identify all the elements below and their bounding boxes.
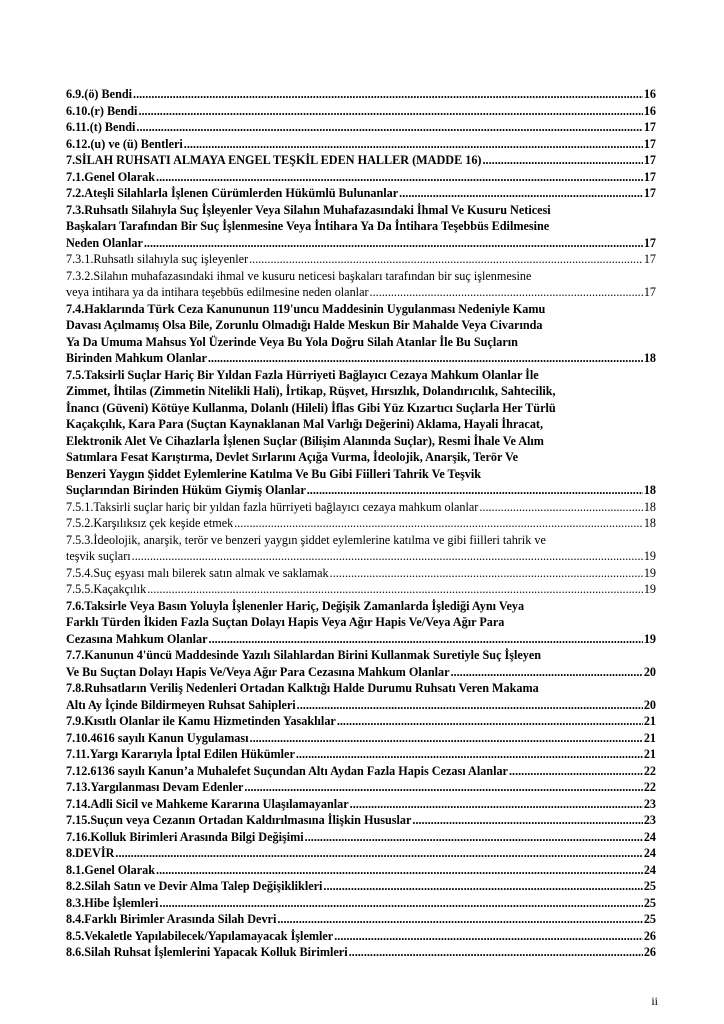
toc-entry-page-number: 18 [643, 499, 656, 514]
toc-entry-text-line: Kaçakçılık, Kara Para (Suçtan Kaynaklanan Mal Varlığı Değerini) Aklama, Hayali İhracat, [66, 417, 544, 431]
toc-entry-title: 7.5.2.Karşılıksız çek keşide etmek [66, 516, 234, 530]
toc-entry-title: Suçlarından Birinden Hüküm Giymiş Olanlar [66, 483, 306, 497]
toc-entry-title: Birinden Mahkum Olanlar [66, 351, 207, 365]
dot-leader [334, 928, 643, 945]
toc-entry[interactable] [66, 680, 656, 713]
toc-entry-page-number: 21 [643, 714, 656, 728]
dot-leader [156, 169, 643, 186]
toc-entry-title: 8.1.Genel Olarak [66, 862, 156, 877]
toc-entry-title: 6.10.(r) Bendi [66, 103, 138, 118]
dot-leader [234, 515, 643, 532]
toc-entry[interactable] [66, 152, 656, 169]
dot-leader [244, 779, 642, 796]
toc-entry-text-line: 7.6.Taksirle Veya Basın Yoluyla İşlenenler Hariç, Değişik Zamanlarda İşlediği Aynı Veya [66, 598, 525, 613]
toc-entry-last-line [66, 796, 656, 813]
toc-entry-text-line: Elektronik Alet Ve Cihazlarla İşlenen Suçlar (Bilişim Alanında Suçlar), Resmi İhale Ve Alım [66, 433, 544, 448]
toc-entry-title: 8.6.Silah Ruhsat İşlemlerini Yapacak Kolluk Birimleri [66, 945, 348, 959]
toc-entry-page-number: 23 [643, 796, 656, 811]
toc-entry-page-number: 24 [643, 846, 656, 860]
toc-entry-title: 7.2.Ateşli Silahlarla İşlenen Cürümlerden Hükümlü Bulunanlar [66, 186, 399, 200]
toc-entry[interactable] [66, 928, 656, 945]
dot-leader [305, 829, 643, 846]
toc-entry-title: 7.14.Adli Sicil ve Mahkeme Kararına Ulaşılamayanlar [66, 796, 349, 811]
toc-entry-last-line [66, 697, 656, 714]
toc-entry-last-line [66, 746, 656, 763]
toc-entry[interactable] [66, 515, 656, 532]
toc-entry-last-line [66, 812, 656, 829]
toc-entry-text-line: İnancı (Güveni) Kötüye Kullanma, Dolanlı (Hileli) İflas Gibi Yüz Kızartıcı Suçlarla Her Türlü [66, 400, 556, 415]
toc-entry-title: 6.12.(u) ve (ü) Bentleri [66, 136, 183, 151]
toc-entry-last-line [66, 251, 656, 268]
toc-entry-text-line: Satımlara Fesat Karıştırma, Devlet Sırlarını Açığa Vurma, İdeolojik, Anarşik, Terör Ve [66, 450, 519, 464]
toc-entry[interactable] [66, 862, 656, 879]
toc-entry-title: Altı Ay İçinde Bildirmeyen Ruhsat Sahipleri [66, 697, 296, 712]
dot-leader [136, 119, 642, 136]
toc-entry-page-number: 19 [643, 565, 656, 580]
toc-entry-last-line [66, 581, 656, 598]
table-of-contents [66, 86, 656, 961]
toc-entry-last-line [66, 185, 656, 202]
toc-entry[interactable] [66, 829, 656, 846]
toc-entry[interactable] [66, 763, 656, 780]
toc-entry-page-number: 20 [643, 664, 656, 679]
dot-leader [208, 350, 643, 367]
toc-entry-title: 7.10.4616 sayılı Kanun Uygulaması [66, 730, 249, 745]
dot-leader [307, 482, 643, 499]
toc-entry-title: Cezasına Mahkum Olanlar [66, 631, 208, 646]
toc-entry[interactable] [66, 169, 656, 186]
toc-entry-title: veya intihara ya da intihara teşebbüs edilmesine neden olanlar [66, 285, 369, 299]
toc-entry[interactable] [66, 878, 656, 895]
toc-entry-title: 8.2.Silah Satın ve Devir Alma Talep Değişiklikleri [66, 879, 323, 893]
toc-entry[interactable] [66, 251, 656, 268]
dot-leader [115, 845, 642, 862]
dot-leader [323, 878, 642, 895]
toc-entry-page-number: 25 [643, 879, 656, 893]
toc-entry-text-line: 7.3.2.Silahın muhafazasındaki ihmal ve kusuru neticesi başkaları tarafından bir suç işlenmesine [66, 268, 532, 283]
toc-entry-last-line [66, 86, 656, 103]
toc-entry-text-line: 7.4.Haklarında Türk Ceza Kanununun 119'uncu Maddesinin Uygulanması Nedeniyle Kamu [66, 301, 546, 316]
toc-entry-page-number: 18 [643, 483, 656, 497]
toc-entry-title: 7.SİLAH RUHSATI ALMAYA ENGEL TEŞKİL EDEN HALLER (MADDE 16) [66, 153, 482, 167]
toc-entry-title: 7.11.Yargı Kararıyla İptal Edilen Hükümler [66, 747, 295, 761]
toc-entry-page-number: 17 [643, 169, 656, 184]
dot-leader [483, 152, 643, 169]
toc-entry-title: 7.13.Yargılanması Devam Edenler [66, 780, 244, 794]
toc-entry[interactable] [66, 895, 656, 912]
toc-entry-page-number: 17 [643, 285, 656, 299]
toc-entry-last-line [66, 515, 656, 532]
dot-leader [277, 911, 642, 928]
toc-entry-page-number: 17 [643, 235, 656, 250]
toc-entry-page-number: 22 [643, 780, 656, 794]
dot-leader [147, 581, 643, 598]
dot-leader [138, 103, 642, 120]
toc-entry-title: 7.5.1.Taksirli suçlar hariç bir yıldan fazla hürriyeti bağlayıcı cezaya mahkum olanlar [66, 499, 479, 514]
toc-entry-last-line [66, 862, 656, 879]
toc-entry-page-number: 17 [643, 252, 656, 266]
toc-entry-last-line [66, 911, 656, 928]
toc-entry[interactable] [66, 581, 656, 598]
toc-entry-title: 6.9.(ö) Bendi [66, 87, 133, 101]
toc-entry-last-line [66, 895, 656, 912]
dot-leader [337, 713, 643, 730]
dot-leader [349, 944, 643, 961]
toc-entry[interactable] [66, 746, 656, 763]
dot-leader [133, 86, 643, 103]
dot-leader [479, 499, 642, 516]
dot-leader [156, 862, 643, 879]
toc-entry[interactable] [66, 944, 656, 961]
toc-entry-page-number: 20 [643, 697, 656, 712]
toc-entry-page-number: 18 [643, 516, 656, 530]
toc-entry[interactable] [66, 845, 656, 862]
toc-entry-last-line [66, 499, 656, 516]
toc-entry[interactable] [66, 185, 656, 202]
toc-entry[interactable] [66, 911, 656, 928]
toc-entry[interactable] [66, 713, 656, 730]
toc-entry-last-line [66, 829, 656, 846]
toc-entry[interactable] [66, 812, 656, 829]
toc-entry-title: 7.3.1.Ruhsatlı silahıyla suç işleyenler [66, 252, 249, 266]
toc-entry-title: 7.1.Genel Olarak [66, 169, 156, 184]
toc-entry-last-line [66, 763, 656, 780]
toc-entry-title: 7.15.Suçun veya Cezanın Ortadan Kaldırılmasına İlişkin Hususlar [66, 813, 412, 827]
dot-leader [451, 664, 643, 681]
toc-entry[interactable] [66, 647, 656, 680]
toc-entry[interactable] [66, 532, 656, 565]
toc-entry-page-number: 21 [643, 747, 656, 761]
toc-entry-text-line: Başkaları Tarafından Bir Suç İşlenmesine Veya İntihara Ya Da İntihara Teşebbüs Edilmesine [66, 219, 550, 233]
toc-entry[interactable] [66, 796, 656, 813]
toc-entry-page-number: 19 [643, 631, 656, 646]
toc-entry-last-line [66, 944, 656, 961]
toc-entry[interactable] [66, 119, 656, 136]
toc-entry-page-number: 17 [643, 153, 656, 167]
toc-entry-text-line: 7.7.Kanunun 4'üncü Maddesinde Yazılı Silahlardan Birini Kullanmak Suretiyle Suç İşleyen [66, 648, 542, 662]
toc-entry-page-number: 17 [643, 120, 656, 134]
dot-leader [144, 235, 643, 252]
toc-entry-last-line [66, 548, 656, 565]
toc-entry[interactable] [66, 103, 656, 120]
toc-entry[interactable] [66, 301, 656, 367]
toc-entry-page-number: 22 [643, 763, 656, 778]
toc-entry-text-line: Benzeri Yaygın Şiddet Eylemlerine Katılma Ve Bu Gibi Fiilleri Tahrik Ve Teşvik [66, 466, 481, 481]
toc-entry-page-number: 26 [643, 945, 656, 959]
dot-leader [330, 565, 643, 582]
toc-entry-last-line [66, 482, 656, 499]
toc-entry[interactable] [66, 779, 656, 796]
toc-entry-text-line: Farklı Türden İkiden Fazla Suçtan Dolayı Hapis Veya Ağır Hapis Ve/Veya Ağır Para [66, 615, 505, 629]
toc-entry-last-line [66, 713, 656, 730]
toc-entry-last-line [66, 284, 656, 301]
dot-leader [159, 895, 642, 912]
toc-entry-page-number: 24 [643, 862, 656, 877]
dot-leader [132, 548, 643, 565]
toc-entry-last-line [66, 136, 656, 153]
dot-leader [250, 730, 643, 747]
toc-entry-title: 8.5.Vekaletle Yapılabilecek/Yapılamayacak İşlemler [66, 928, 334, 943]
page-number: ii [651, 994, 658, 1008]
dot-leader [209, 631, 643, 648]
toc-entry-last-line [66, 103, 656, 120]
toc-entry-page-number: 17 [643, 186, 656, 200]
toc-entry-text-line: Davası Açılmamış Olsa Bile, Zorunlu Olmadığı Halde Meskun Bir Mahalde Veya Civarında [66, 318, 543, 332]
toc-entry-title: 8.4.Farklı Birimler Arasında Silah Devri [66, 912, 277, 926]
toc-entry-last-line [66, 152, 656, 169]
toc-entry[interactable] [66, 499, 656, 516]
toc-entry[interactable] [66, 136, 656, 153]
dot-leader [297, 697, 643, 714]
toc-entry[interactable] [66, 268, 656, 301]
toc-entry[interactable] [66, 367, 656, 499]
toc-entry-title: 7.9.Kısıtlı Olanlar ile Kamu Hizmetinden Yasaklılar [66, 714, 336, 728]
toc-entry-text-line: 7.8.Ruhsatların Veriliş Nedenleri Ortadan Kalktığı Halde Durumu Ruhsatı Veren Makama [66, 681, 539, 695]
toc-entry-page-number: 17 [643, 136, 656, 151]
toc-entry-title: 7.12.6136 sayılı Kanun’a Muhalefet Suçundan Altı Aydan Fazla Hapis Cezası Alanlar [66, 763, 508, 778]
dot-leader [184, 136, 643, 153]
toc-entry-last-line [66, 119, 656, 136]
toc-entry-title: 7.5.5.Kaçakçılık [66, 582, 147, 596]
dot-leader [412, 812, 642, 829]
toc-entry-last-line [66, 779, 656, 796]
toc-entry[interactable] [66, 86, 656, 103]
toc-entry-text-line: 7.5.Taksirli Suçlar Hariç Bir Yıldan Fazla Hürriyeti Bağlayıcı Cezaya Mahkum Olanlar İle [66, 367, 539, 382]
toc-entry-last-line [66, 845, 656, 862]
toc-entry-last-line [66, 169, 656, 186]
dot-leader [249, 251, 643, 268]
toc-entry-title: 6.11.(t) Bendi [66, 120, 136, 134]
toc-entry-page-number: 26 [643, 928, 656, 943]
toc-entry-last-line [66, 631, 656, 648]
toc-entry-page-number: 23 [643, 813, 656, 827]
toc-entry-page-number: 19 [643, 549, 656, 563]
toc-entry-text-line: 7.5.3.İdeolojik, anarşik, terör ve benzeri yaygın şiddet eylemlerine katılma ve gibi fiilleri tahrik ve [66, 532, 546, 547]
dot-leader [370, 284, 643, 301]
toc-entry-last-line [66, 730, 656, 747]
toc-entry-page-number: 16 [643, 87, 656, 101]
toc-entry-title: 8.DEVİR [66, 846, 115, 860]
toc-entry-page-number: 25 [643, 895, 656, 910]
toc-entry[interactable] [66, 202, 656, 252]
toc-entry-text-line: Zimmet, İhtilas (Zimmetin Nitelikli Hali), İrtikap, Rüşvet, Hırsızlık, Dolandırıcılık, Sahtecilik, [66, 384, 556, 398]
dot-leader [296, 746, 643, 763]
toc-entry-title: Ve Bu Suçtan Dolayı Hapis Ve/Veya Ağır Para Cezasına Mahkum Olanlar [66, 664, 450, 679]
toc-entry-last-line [66, 878, 656, 895]
dot-leader [399, 185, 643, 202]
toc-entry-page-number: 21 [643, 730, 656, 745]
toc-entry[interactable] [66, 565, 656, 582]
toc-entry[interactable] [66, 598, 656, 648]
toc-entry-last-line [66, 350, 656, 367]
toc-entry-page-number: 24 [643, 829, 656, 844]
toc-entry-text-line: Ya Da Umuma Mahsus Yol Üzerinde Veya Bu Yola Doğru Silah Atanlar İle Bu Suçların [66, 334, 518, 349]
toc-entry-last-line [66, 565, 656, 582]
dot-leader [509, 763, 643, 780]
toc-entry-page-number: 25 [643, 912, 656, 926]
toc-entry-text-line: 7.3.Ruhsatlı Silahıyla Suç İşleyenler Veya Silahın Muhafazasındaki İhmal Ve Kusuru Neticesi [66, 202, 551, 217]
toc-entry-title: 8.3.Hibe İşlemleri [66, 895, 159, 910]
toc-entry-page-number: 18 [643, 351, 656, 365]
toc-entry-last-line [66, 928, 656, 945]
toc-entry-title: 7.5.4.Suç eşyası malı bilerek satın almak ve saklamak [66, 565, 329, 580]
toc-entry-title: Neden Olanlar [66, 235, 143, 250]
toc-entry-title: 7.16.Kolluk Birimleri Arasında Bilgi Değişimi [66, 829, 304, 844]
toc-entry[interactable] [66, 730, 656, 747]
toc-entry-last-line [66, 235, 656, 252]
toc-entry-last-line [66, 664, 656, 681]
toc-entry-page-number: 19 [643, 582, 656, 596]
toc-entry-title: teşvik suçları [66, 549, 131, 563]
toc-entry-page-number: 16 [643, 103, 656, 118]
dot-leader [350, 796, 643, 813]
